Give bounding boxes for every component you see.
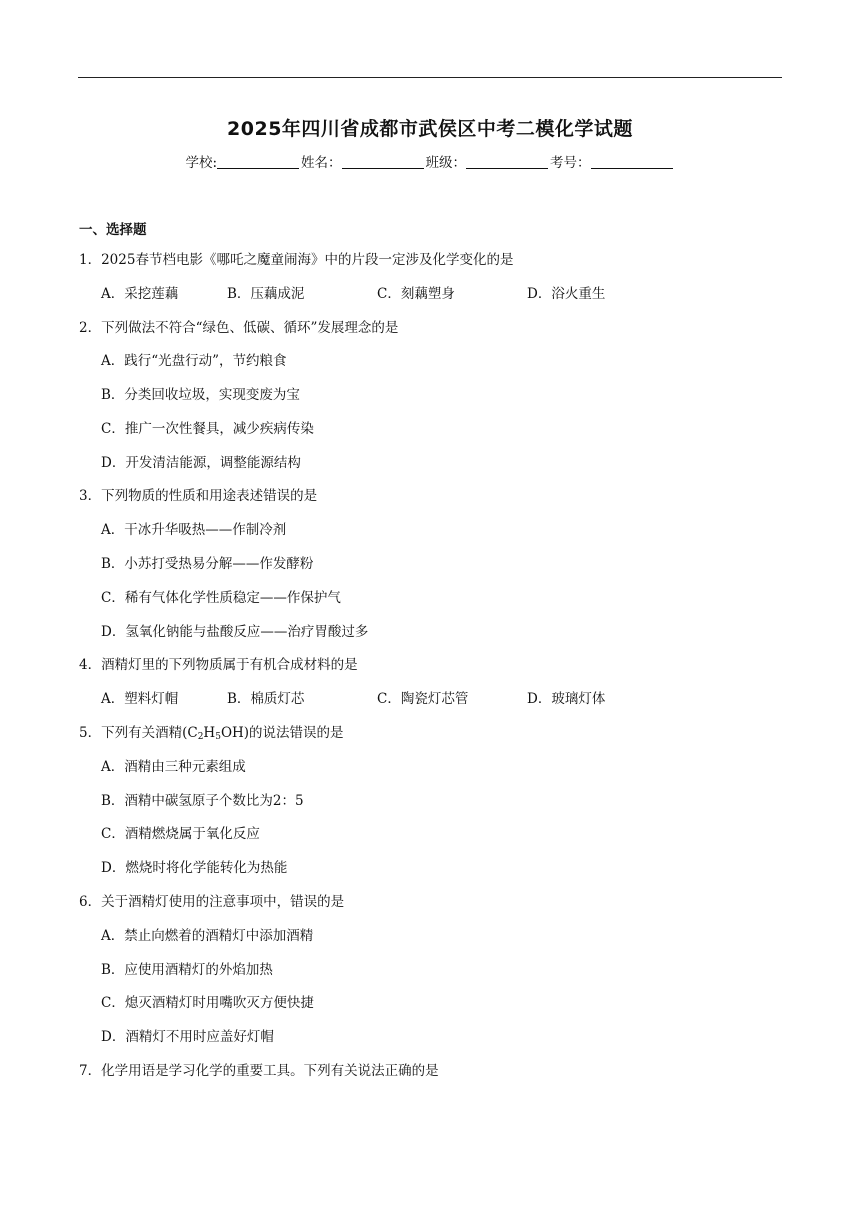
question-5-stem-part2: H bbox=[203, 725, 216, 741]
name-label: 姓名： bbox=[301, 155, 342, 171]
question-5-stem-part3: OH)的说法错误的是 bbox=[220, 725, 344, 741]
school-blank bbox=[217, 154, 299, 169]
question-1-option-d: D．浴火重生 bbox=[527, 286, 606, 302]
question-2-option-a: A．践行“光盘行动”，节约粮食 bbox=[101, 353, 287, 369]
question-3-option-c: C．稀有气体化学性质稳定——作保护气 bbox=[101, 590, 341, 606]
question-6-option-d: D．酒精灯不用时应盖好灯帽 bbox=[101, 1029, 274, 1045]
question-5-option-b: B．酒精中碳氢原子个数比为2：5 bbox=[101, 793, 304, 809]
question-3-option-b: B．小苏打受热易分解——作发酵粉 bbox=[101, 556, 314, 572]
question-5-option-d: D．燃烧时将化学能转化为热能 bbox=[101, 860, 288, 876]
question-4-option-b: B．棉质灯芯 bbox=[227, 691, 305, 707]
question-4-stem: 4．酒精灯里的下列物质属于有机合成材料的是 bbox=[79, 657, 358, 673]
question-1-stem: 1．2025春节档电影《哪吒之魔童闹海》中的片段一定涉及化学变化的是 bbox=[79, 252, 514, 268]
question-5-option-c: C．酒精燃烧属于氧化反应 bbox=[101, 826, 260, 842]
question-7-stem: 7．化学用语是学习化学的重要工具。下列有关说法正确的是 bbox=[79, 1063, 439, 1079]
question-5-option-a: A．酒精由三种元素组成 bbox=[101, 759, 246, 775]
question-3-stem: 3．下列物质的性质和用途表述错误的是 bbox=[79, 488, 318, 504]
question-2-stem: 2．下列做法不符合“绿色、低碳、循环”发展理念的是 bbox=[79, 320, 399, 336]
question-1-option-c: C．刻藕塑身 bbox=[377, 286, 455, 302]
exam-no-blank bbox=[591, 154, 673, 169]
exam-no-label: 考号： bbox=[550, 155, 591, 171]
question-3-option-d: D．氢氧化钠能与盐酸反应——治疗胃酸过多 bbox=[101, 624, 369, 640]
school-label: 学校: bbox=[185, 155, 218, 171]
class-blank bbox=[466, 154, 548, 169]
section-heading: 一、选择题 bbox=[79, 222, 147, 238]
question-4-option-a: A．塑料灯帽 bbox=[101, 691, 179, 707]
page-title: 2025年四川省成都市武侯区中考二模化学试题 bbox=[227, 118, 633, 140]
question-4-option-d: D．玻璃灯体 bbox=[527, 691, 606, 707]
question-2-option-b: B．分类回收垃圾，实现变废为宝 bbox=[101, 387, 300, 403]
question-5-stem bbox=[79, 721, 344, 742]
hydrogen-subscript: 5 bbox=[215, 732, 221, 742]
question-1-option-b: B．压藕成泥 bbox=[227, 286, 305, 302]
question-5-stem-part1: 5．下列有关酒精(C bbox=[79, 725, 198, 741]
carbon-subscript: 2 bbox=[197, 732, 204, 742]
question-6-stem: 6．关于酒精灯使用的注意事项中，错误的是 bbox=[79, 894, 345, 910]
question-1-option-a: A．采挖莲藕 bbox=[101, 286, 179, 302]
class-label: 班级： bbox=[425, 155, 467, 171]
question-4-option-c: C．陶瓷灯芯管 bbox=[377, 691, 469, 707]
question-6-option-c: C．熄灭酒精灯时用嘴吹灭方便快捷 bbox=[101, 995, 314, 1011]
question-2-option-c: C．推广一次性餐具，减少疾病传染 bbox=[101, 421, 314, 437]
name-blank bbox=[342, 154, 424, 169]
header-rule bbox=[78, 77, 782, 78]
question-2-option-d: D．开发清洁能源，调整能源结构 bbox=[101, 455, 301, 471]
question-6-option-a: A．禁止向燃着的酒精灯中添加酒精 bbox=[101, 928, 314, 944]
student-info-line bbox=[0, 151, 860, 171]
question-3-option-a: A．干冰升华吸热——作制冷剂 bbox=[101, 522, 287, 538]
question-6-option-b: B．应使用酒精灯的外焰加热 bbox=[101, 962, 273, 978]
